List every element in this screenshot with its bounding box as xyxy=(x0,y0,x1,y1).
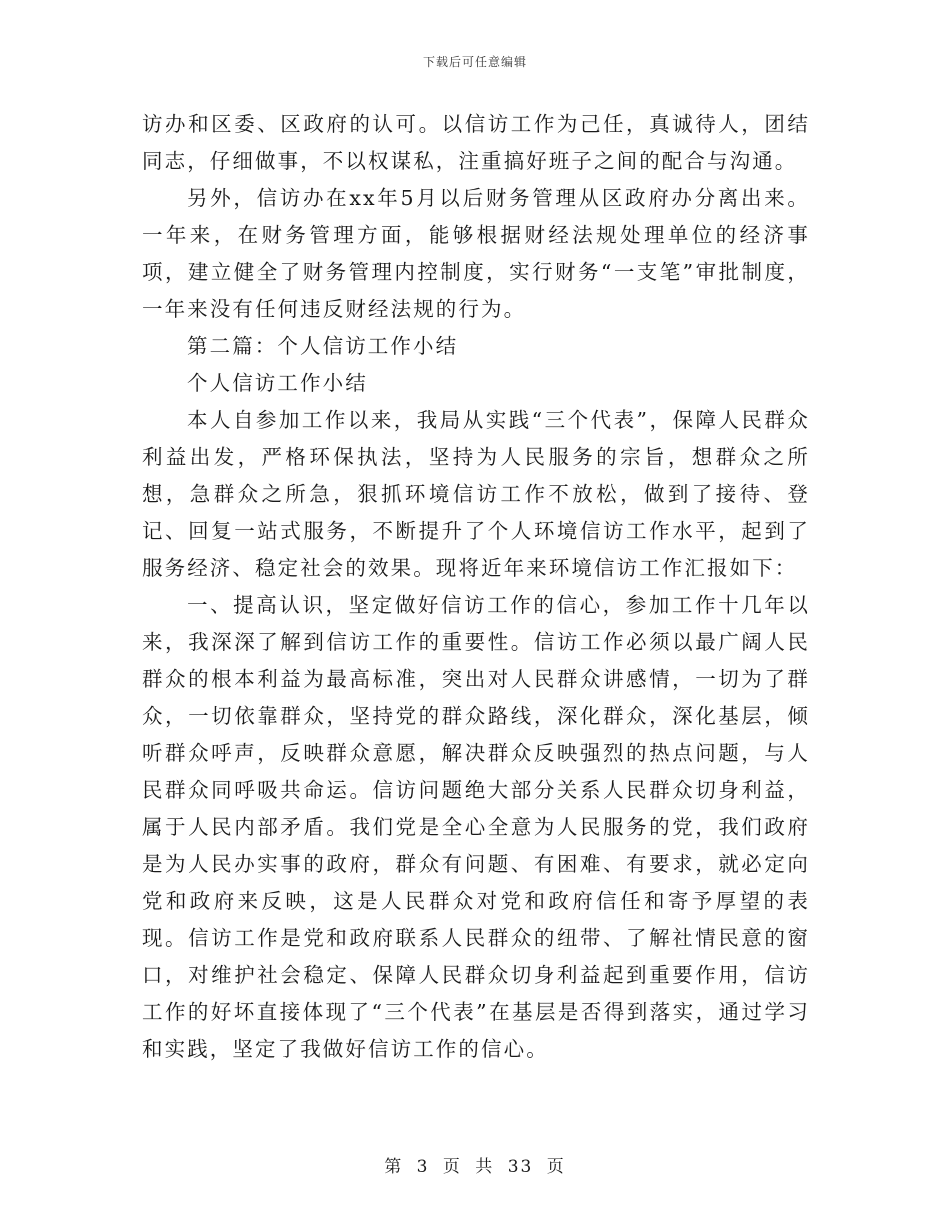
section-title: 个人信访工作小结 xyxy=(187,371,368,395)
header-note: 下载后可任意编辑 xyxy=(422,55,527,69)
paragraph-4: 一、提高认识，坚定做好信访工作的信心，参加工作十几年以来，我深深了解到信访工作的重要性。信访工作必须以最广阔人民群众的根本利益为最高标准，突出对人民群众讲感情，一切为了群众，一切依靠群众，坚持党的群众路线，深化群众，深化基层，倾听群众呼声，反映群众意愿，解决群众反映强烈的热点问题，与人民群众同呼吸共命运。信访问题绝大部分关系人民群众切身利益，属于人民内部矛盾。我们党是全心全意为人民服务的党，我们政府是为人民办实事的政府，群众有问题、有困难、有要求，就必定向党和政府来反映，这是人民群众对党和政府信任和寄予厚望的表现。信访工作是党和政府联系人民群众的纽带、了解社情民意的窗口，对维护社会稳定、保障人民群众切身利益起到重要作用，信访工作的好坏直接体现了“三个代表”在基层是否得到落实，通过学习和实践，坚定了我做好信访工作的信心。 xyxy=(142,593,810,1061)
footer-total-pages: 33 xyxy=(507,1157,534,1177)
footer-total-label: 共 xyxy=(475,1157,495,1177)
paragraph-2: 另外，信访办在xx年5月以后财务管理从区政府办分离出来。一年来，在财务管理方面，能够根据财经法规处理单位的经济事项，建立健全了财务管理内控制度，实行财务“一支笔”审批制度，一年来没有任何违反财经法规的行为。 xyxy=(142,186,810,321)
footer-prefix: 第 xyxy=(384,1157,404,1177)
footer-suffix: 页 xyxy=(546,1157,566,1177)
page-footer xyxy=(0,1152,950,1177)
section-heading: 第二篇：个人信访工作小结 xyxy=(187,334,459,358)
paragraph-3: 本人自参加工作以来，我局从实践“三个代表”，保障人民群众利益出发，严格环保执法，坚持为人民服务的宗旨，想群众之所想，急群众之所急，狠抓环境信访工作不放松，做到了接待、登记、回复一站式服务，不断提升了个人环境信访工作水平，起到了服务经济、稳定社会的效果。现将近年来环境信访工作汇报如下： xyxy=(142,408,810,580)
footer-middle: 页 xyxy=(442,1157,462,1177)
footer-current-page: 3 xyxy=(416,1157,430,1177)
document-body xyxy=(142,106,810,1068)
paragraph-1: 访办和区委、区政府的认可。以信访工作为己任，真诚待人，团结同志，仔细做事，不以权谋私，注重搞好班子之间的配合与沟通。 xyxy=(142,112,810,173)
